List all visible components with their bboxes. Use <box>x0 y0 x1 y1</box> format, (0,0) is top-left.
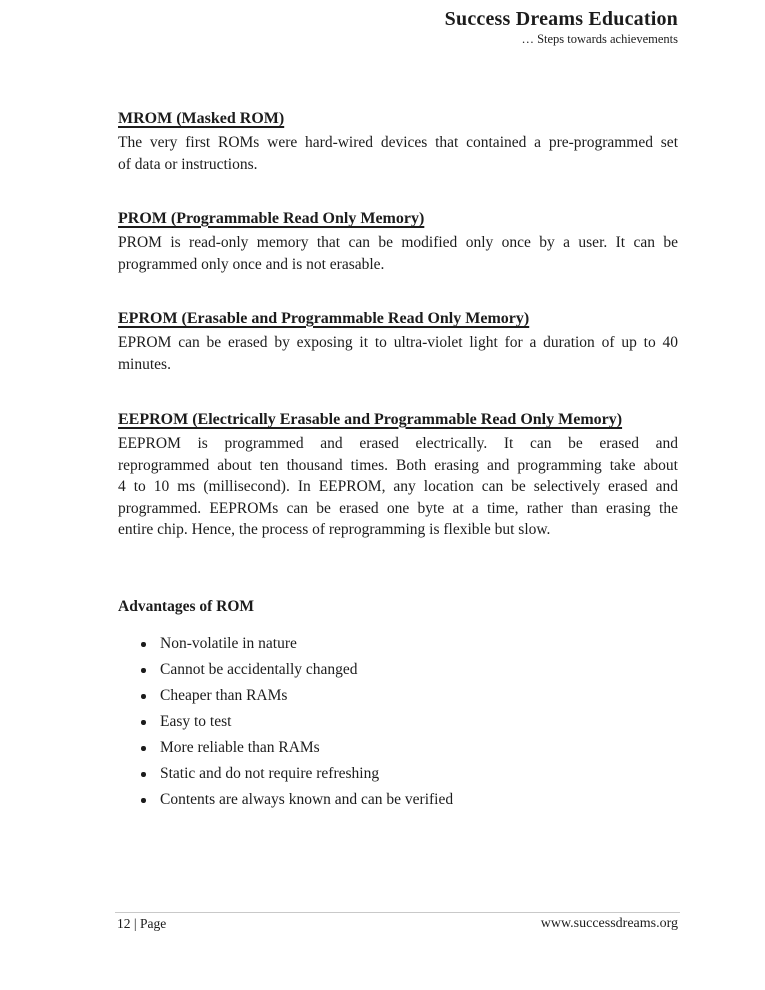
paragraph-line: The very first ROMs were hard-wired devices that contained a pre-programmed set <box>118 134 678 151</box>
website-url: www.successdreams.org <box>540 916 678 931</box>
paragraph-line: programmed. EEPROMs can be erased one byte at a time, rather than erasing the <box>118 499 678 517</box>
brand-tagline: … Steps towards achievements <box>521 32 678 46</box>
section-prom <box>118 208 678 275</box>
section-heading: EEPROM (Electrically Erasable and Programmable Read Only Memory) <box>118 411 623 428</box>
section-eeprom <box>118 409 678 541</box>
paragraph-line: PROM is read-only memory that can be modified only once by a user. It can be <box>118 234 678 251</box>
paragraph-line: minutes. <box>118 355 171 373</box>
document-header <box>445 7 678 46</box>
bullet-item: More reliable than RAMs <box>118 735 678 761</box>
section-heading: PROM (Programmable Read Only Memory) <box>118 210 425 227</box>
advantages-heading: Advantages of ROM <box>118 598 255 615</box>
section-paragraph <box>118 332 678 375</box>
bullet-item: Static and do not require refreshing <box>118 761 678 787</box>
paragraph-line: EEPROM is programmed and erased electrically. It can be erased and <box>118 435 678 452</box>
bullet-item: Non-volatile in nature <box>118 631 678 657</box>
section-paragraph <box>118 132 678 175</box>
footer-divider <box>115 912 680 913</box>
page-number: 12 | Page <box>117 916 167 931</box>
paragraph-line: programmed only once and is not erasable. <box>118 255 385 273</box>
section-paragraph <box>118 232 678 275</box>
section-paragraph <box>118 433 678 541</box>
brand-title: Success Dreams Education <box>444 8 678 30</box>
paragraph-line: 4 to 10 ms (millisecond). In EEPROM, any location can be selectively erased and <box>118 478 678 495</box>
section-mrom <box>118 108 678 175</box>
bullet-item: Cannot be accidentally changed <box>118 657 678 683</box>
section-eprom <box>118 308 678 375</box>
paragraph-line: entire chip. Hence, the process of reprogramming is flexible but slow. <box>118 521 551 538</box>
bullet-item: Cheaper than RAMs <box>118 683 678 709</box>
section-heading: MROM (Masked ROM) <box>118 110 285 127</box>
bullet-item: Contents are always known and can be verified <box>118 787 678 813</box>
section-heading: EPROM (Erasable and Programmable Read Only Memory) <box>118 310 530 327</box>
paragraph-line: of data or instructions. <box>118 155 258 173</box>
paragraph-line: EPROM can be erased by exposing it to ultra-violet light for a duration of up to 40 <box>118 334 678 351</box>
bullet-item: Easy to test <box>118 709 678 735</box>
paragraph-line: reprogrammed about ten thousand times. Both erasing and programming take about <box>118 456 678 474</box>
advantages-list <box>118 631 678 813</box>
